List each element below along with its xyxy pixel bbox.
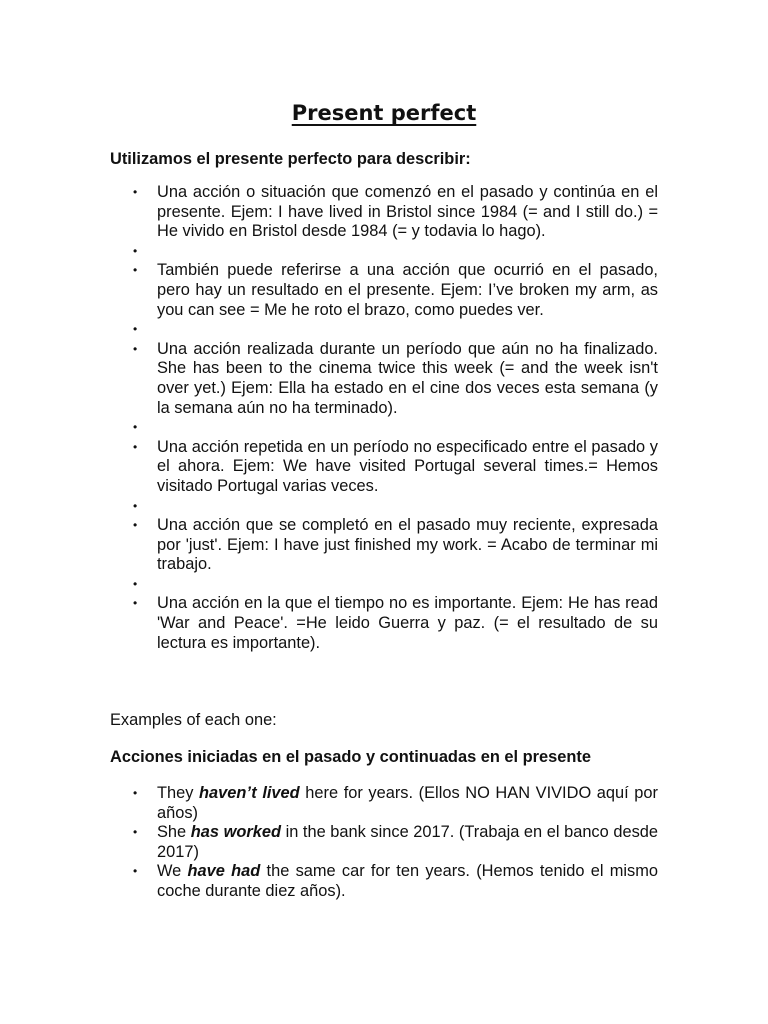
bold-text: have lived — [287, 202, 363, 221]
intro-heading: Utilizamos el presente perfecto para describir: — [110, 150, 471, 168]
example-item — [110, 823, 658, 862]
section-heading: Acciones iniciadas en el pasado y continuadas en el presente — [110, 748, 591, 766]
bullet-icon: • — [133, 864, 138, 879]
example-item — [110, 862, 658, 901]
plain-text: She — [157, 823, 191, 842]
plain-text: my work. = Acabo de terminar mi trabajo. — [157, 535, 658, 574]
bullet-icon: • — [133, 498, 138, 513]
plain-text: in the bank since 2017. (Trabaja en el banco desde 2017) — [157, 823, 658, 861]
item-text — [157, 862, 658, 900]
bullet-icon: • — [133, 596, 138, 611]
bullet-icon: • — [133, 786, 138, 800]
item-text — [157, 516, 658, 573]
plain-text: Una acción que se completó en el pasado muy reciente, expresada por 'just'. Ejem: I — [157, 516, 658, 554]
bold-text: has read — [593, 594, 658, 613]
empty-list-item — [110, 575, 658, 595]
item-text — [157, 823, 658, 861]
item-text — [157, 784, 658, 822]
plain-text: Me he roto el brazo, como puedes ver. — [259, 300, 544, 319]
bullet-icon: • — [133, 439, 138, 454]
plain-text: the same car for ten years. (Hemos tenido el mismo coche durante diez años). — [157, 862, 658, 900]
bold-italic-text: have had — [187, 862, 261, 881]
examples-intro: Examples of each one: — [110, 711, 277, 729]
plain-text: Una acción realizada durante un período que aún no ha finalizado. — [157, 339, 658, 358]
bold-text: have just finished — [283, 535, 412, 554]
plain-text: Ejem: Ella ha estado en el cine dos veces esta semana (y la semana aún no ha terminado). — [157, 378, 658, 417]
empty-list-item — [110, 242, 658, 262]
bullet-icon: • — [133, 576, 138, 591]
list-item — [110, 438, 658, 497]
plain-text: They — [157, 784, 200, 802]
examples-list — [110, 784, 658, 902]
empty-list-item — [110, 497, 658, 517]
bullet-icon: • — [133, 185, 138, 199]
bullet-icon: • — [133, 263, 138, 278]
uses-list — [110, 183, 658, 653]
plain-text: here for years. (Ellos NO HAN VIVIDO aquí por años) — [157, 784, 658, 822]
empty-list-item — [110, 418, 658, 438]
bold-text: have visited — [315, 457, 406, 476]
empty-list-item — [110, 320, 658, 340]
bullet-icon: • — [133, 243, 138, 258]
bullet-icon: • — [133, 341, 138, 356]
bullet-icon: • — [133, 420, 138, 435]
item-text — [157, 183, 658, 240]
plain-text: We — [157, 862, 188, 881]
plain-text: in Bristol since 1984 (= and I still do.) = He vivido en Bristol desde 1984 (= y todavia lo hago). — [157, 202, 659, 241]
bold-text: She has been to the cinema twice this week (= and the week isn't over yet.) — [157, 359, 658, 397]
plain-text: Portugal several times.= Hemos visitado Portugal varias veces. — [157, 457, 658, 495]
plain-text: Una acción repetida en un período no especificado entre el pasado y el ahora. Ejem: We — [157, 437, 658, 476]
list-item — [110, 340, 658, 418]
plain-text: Una acción o situación que comenzó en el pasado y continúa en el presente. Ejem: I — [157, 183, 658, 221]
bold-italic-text: haven’t lived — [199, 784, 300, 802]
item-text — [157, 261, 658, 318]
example-item — [110, 784, 658, 823]
item-text — [157, 594, 658, 651]
bullet-icon: • — [133, 518, 138, 533]
plain-text: Una acción en la que el tiempo no es importante. Ejem: He — [157, 594, 594, 613]
item-text — [157, 340, 658, 417]
bullet-icon: • — [133, 322, 138, 337]
list-item — [110, 594, 658, 653]
list-item — [110, 516, 658, 575]
bold-italic-text: has worked — [190, 823, 281, 842]
page-title: Present perfect — [291, 101, 477, 125]
bullet-icon: • — [133, 825, 138, 840]
item-text — [157, 438, 658, 495]
bold-text: I’ve broken my arm, as you can see = — [157, 280, 659, 319]
plain-text: También puede referirse a una acción que ocurrió en el pasado, pero hay un resultado en el presente. Ejem: — [157, 261, 658, 299]
list-item — [110, 183, 658, 242]
list-item — [110, 261, 658, 320]
plain-text: 'War and Peace'. =He leido Guerra y paz. (= el resultado de su lectura es importante). — [157, 614, 658, 652]
